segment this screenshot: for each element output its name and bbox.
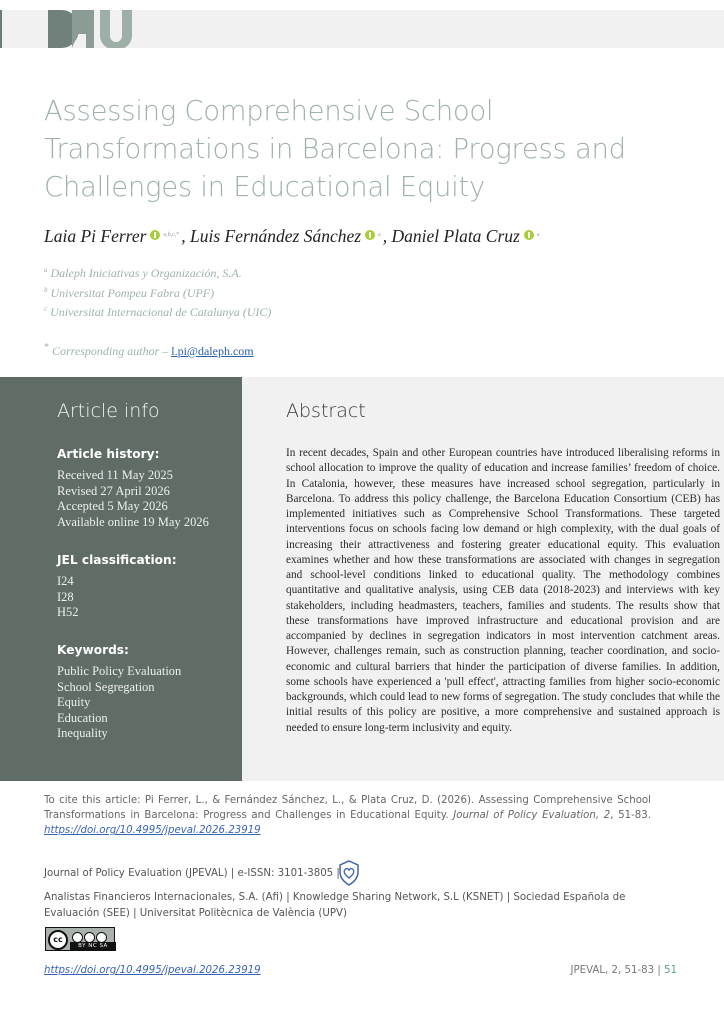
author-list: Laia Pi Ferrer $^{a,b,c,*}$ , Luis Fernández Sánchez $^a$ , Daniel Plata Cruz $^a$ — [44, 226, 540, 246]
cc-license-icon[interactable]: cc BY NC SA — [45, 927, 115, 951]
abstract-heading: Abstract — [286, 400, 366, 422]
heart-shield-icon — [338, 860, 360, 886]
affiliation: $^c$ Universitat Internacional de Catalunya (UIC) — [44, 305, 272, 319]
corresponding-author: * Corresponding author – l.pi@daleph.com — [44, 342, 254, 358]
jel-classification: JEL classification: I24 I28 H52 — [57, 553, 177, 620]
affiliation-marks: a,b,c,* — [163, 232, 180, 238]
page-number: 51 — [664, 965, 677, 976]
header-accent — [0, 10, 2, 48]
orcid-icon[interactable] — [524, 230, 534, 240]
email-link[interactable]: l.pi@daleph.com — [171, 344, 254, 358]
author-name: Daniel Plata Cruz — [391, 226, 520, 246]
orcid-icon[interactable] — [150, 230, 160, 240]
article-title: Assessing Comprehensive School Transformations in Barcelona: Progress and Challenges in Educational Equity — [44, 95, 626, 203]
author-name: Laia Pi Ferrer — [44, 226, 147, 246]
citation: To cite this article: Pi Ferrer, L., & Fernández Sánchez, L., & Plata Cruz, D. (2026). Assessing Comprehensive School Transformations in Barcelona: Progress and Challenges in Educational Equity. Journal of Policy Evaluation, 2, 51-83. https://doi.org/10.4995/jpeval.2026.23919 — [44, 795, 651, 836]
article-history: Article history: Received 11 May 2025 Revised 27 April 2026 Accepted 5 May 2026 Available online 19 May 2026 — [57, 447, 209, 529]
author-name: Luis Fernández Sánchez — [189, 226, 362, 246]
journal-logo-icon — [48, 10, 142, 48]
abstract-text: In recent decades, Spain and other European countries have introduced liberalising reforms in school allocation to improve the quality of education and increase families’ freedom of choice. In Catalonia, however, these measures have increased school segregation, particularly in Barcelona. To address this policy challenge, the Barcelona Education Consortium (CEB) has implemented initiatives such as Comprehensive School Transformations. These targeted interventions focus on schools facing low demand or high complexity, with the dual goals of increasing their attractiveness and fostering greater educational equity. This evaluation examines whether and how these transformations are associated with changes in segregation and school-level conditions linked to educational quality. The methodology combines quantitative and qualitative analysis, using CEB data (2018-2023) and interviews with key stakeholders, including headmasters, teachers, families and students. The results show that these transformations have improved infrastructure and educational provision and are accompanied by declines in segregation indicators in most intervention catchment areas. However, challenges remain, such as construction planning, teacher coordination, and socio-economic and cultural barriers that hinder the participation of diverse families. In addition, some schools have experienced a 'pull effect', attracting families from higher socio-economic backgrounds, which could lead to new forms of segregation. The study concludes that while the initial results of this policy are positive, a more comprehensive and sustained approach is needed to ensure long-term inclusivity and equity. — [286, 447, 720, 734]
affiliation: $^a$ Daleph Iniciativas y Organización, S.A. — [44, 266, 242, 280]
footer-doi — [44, 965, 261, 976]
footer-doi-link[interactable]: https://doi.org/10.4995/jpeval.2026.23919 — [44, 965, 261, 976]
journal-info: Journal of Policy Evaluation (JPEVAL) | e-ISSN: 3101-3805 | — [44, 868, 340, 879]
affiliations — [44, 266, 271, 325]
affiliation: $^b$ Universitat Pompeu Fabra (UPF) — [44, 285, 215, 300]
orcid-icon[interactable] — [365, 230, 375, 240]
page-reference: JPEVAL, 2, 51-83 | 51 — [570, 965, 677, 976]
keywords: Keywords: Public Policy Evaluation School Segregation Equity Education Inequality — [57, 643, 182, 741]
article-info-panel — [0, 377, 242, 781]
abstract-panel — [242, 377, 724, 781]
affiliation-marks: a — [536, 232, 540, 238]
citation-doi-link[interactable]: https://doi.org/10.4995/jpeval.2026.23919 — [44, 825, 261, 836]
article-info-heading: Article info — [57, 400, 160, 422]
publisher-partners: Analistas Financieros Internacionales, S.A. (Afi) | Knowledge Sharing Network, S.L (KSNET) | Sociedad Española de Evaluación (SEE) | Universitat Politècnica de València (UPV) — [44, 892, 626, 919]
affiliation-marks: a — [378, 232, 381, 238]
